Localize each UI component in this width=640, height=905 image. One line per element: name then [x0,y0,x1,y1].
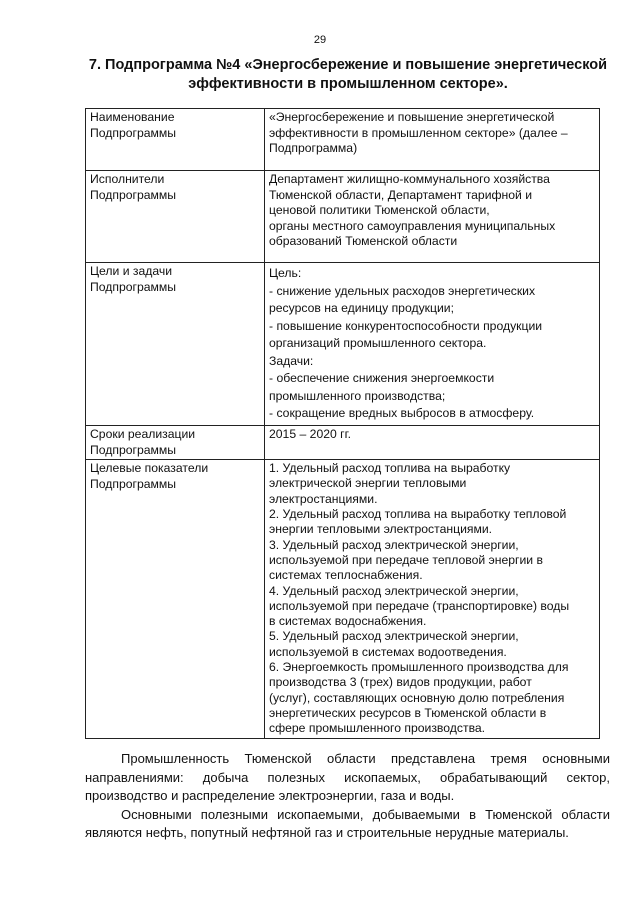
value-line: ресурсов на единицу продукции; [269,301,454,315]
row-label [86,109,265,171]
value-line: 5. Удельный расход электрической энергии, [269,629,519,644]
label-line: Исполнители [90,172,165,186]
row-value [265,460,600,738]
row-value [265,109,600,171]
value-line: энергии тепловыми электростанциями. [269,522,493,537]
label-line: Подпрограммы [90,125,177,140]
body-paragraph: Промышленность Тюменской области представлена тремя основными направлениями: добыча полезных ископаемых, обрабатывающий сектор, производство и распределение электроэнергии, газа и воды. [85,751,610,803]
label-line: Сроки реализации [90,427,196,441]
row-label [86,426,265,460]
value-line: используемой при передаче (транспортировке) воды [269,598,570,613]
value-line: Департамент жилищно-коммунального хозяйства [269,172,550,186]
label-line: Цели и задачи [90,264,173,278]
value-line: Тюменской области, Департамент тарифной и [269,187,533,202]
body-paragraph: Основными полезными ископаемыми, добываемыми в Тюменской области являются нефть, попутный нефтяной газ и строительные нерудные материалы. [85,806,610,840]
value-line: - обеспечение снижения энергоемкости [269,371,495,385]
value-line: используемой в системах водоотведения. [269,644,507,659]
value-line: 3. Удельный расход электрической энергии, [269,537,519,552]
label-line: Подпрограммы [90,187,177,202]
value-line: организаций промышленного сектора. [269,336,487,350]
value-line: органы местного самоуправления муниципальных [269,218,556,233]
row-label [86,460,265,738]
row-value [265,171,600,263]
value-line: эффективности в промышленном секторе» (далее – [269,125,568,140]
row-value [265,263,600,426]
value-line: Подпрограмма) [269,141,358,156]
value-line: 1. Удельный расход топлива на выработку [269,461,511,476]
subprogram-passport-table [85,108,600,739]
value-line: Цель: [269,266,302,280]
table-row-name [86,109,600,171]
value-line: 2015 – 2020 гг. [269,427,351,441]
value-line: системах теплоснабжения. [269,568,423,583]
value-line: - снижение удельных расходов энергетических [269,283,536,298]
row-label [86,171,265,263]
page-number: 29 [313,34,327,46]
value-line: производства 3 (трех) видов продукции, работ [269,675,532,690]
label-line: Целевые показатели [90,461,209,476]
value-line: 6. Энергоемкость промышленного производства для [269,660,569,675]
value-line: промышленного производства; [269,388,446,403]
label-line: Подпрограммы [90,442,177,457]
value-line: 2. Удельный расход топлива на выработку тепловой [269,507,567,522]
section-heading-line: эффективности в промышленном секторе». [188,76,508,92]
value-line: 4. Удельный расход электрической энергии, [269,583,519,598]
value-line: - сокращение вредных выбросов в атмосферу. [269,406,535,420]
row-value [265,426,600,460]
value-line: - повышение конкурентоспособности продукции [269,318,543,333]
section-heading [78,56,618,94]
value-line: образований Тюменской области [269,234,458,249]
label-line: Подпрограммы [90,279,177,294]
value-line: Задачи: [269,353,314,368]
section-heading-line: 7. Подпрограмма №4 «Энергосбережение и повышение энергетической [88,57,608,73]
value-line: (услуг), составляющих основную долю потребления [269,690,565,705]
table-row-goals [86,263,600,426]
table-row-term [86,426,600,460]
value-line: электрической энергии тепловыми [269,476,467,491]
value-line: в системах водоснабжения. [269,614,427,629]
value-line: энергетических ресурсов в Тюменской области в [269,705,547,720]
value-line: ценовой политики Тюменской области, [269,203,490,218]
table-row-indicators [86,460,600,738]
label-line: Подпрограммы [90,476,177,491]
label-line: Наименование [90,110,175,124]
table-row-executors [86,171,600,263]
value-line: электростанциями. [269,491,378,506]
row-label [86,263,265,426]
value-line: используемой при передаче тепловой энергии в [269,552,543,567]
body-text [85,750,610,843]
value-line: сфере промышленного производства. [269,721,486,736]
value-line: «Энергосбережение и повышение энергетической [269,110,555,124]
